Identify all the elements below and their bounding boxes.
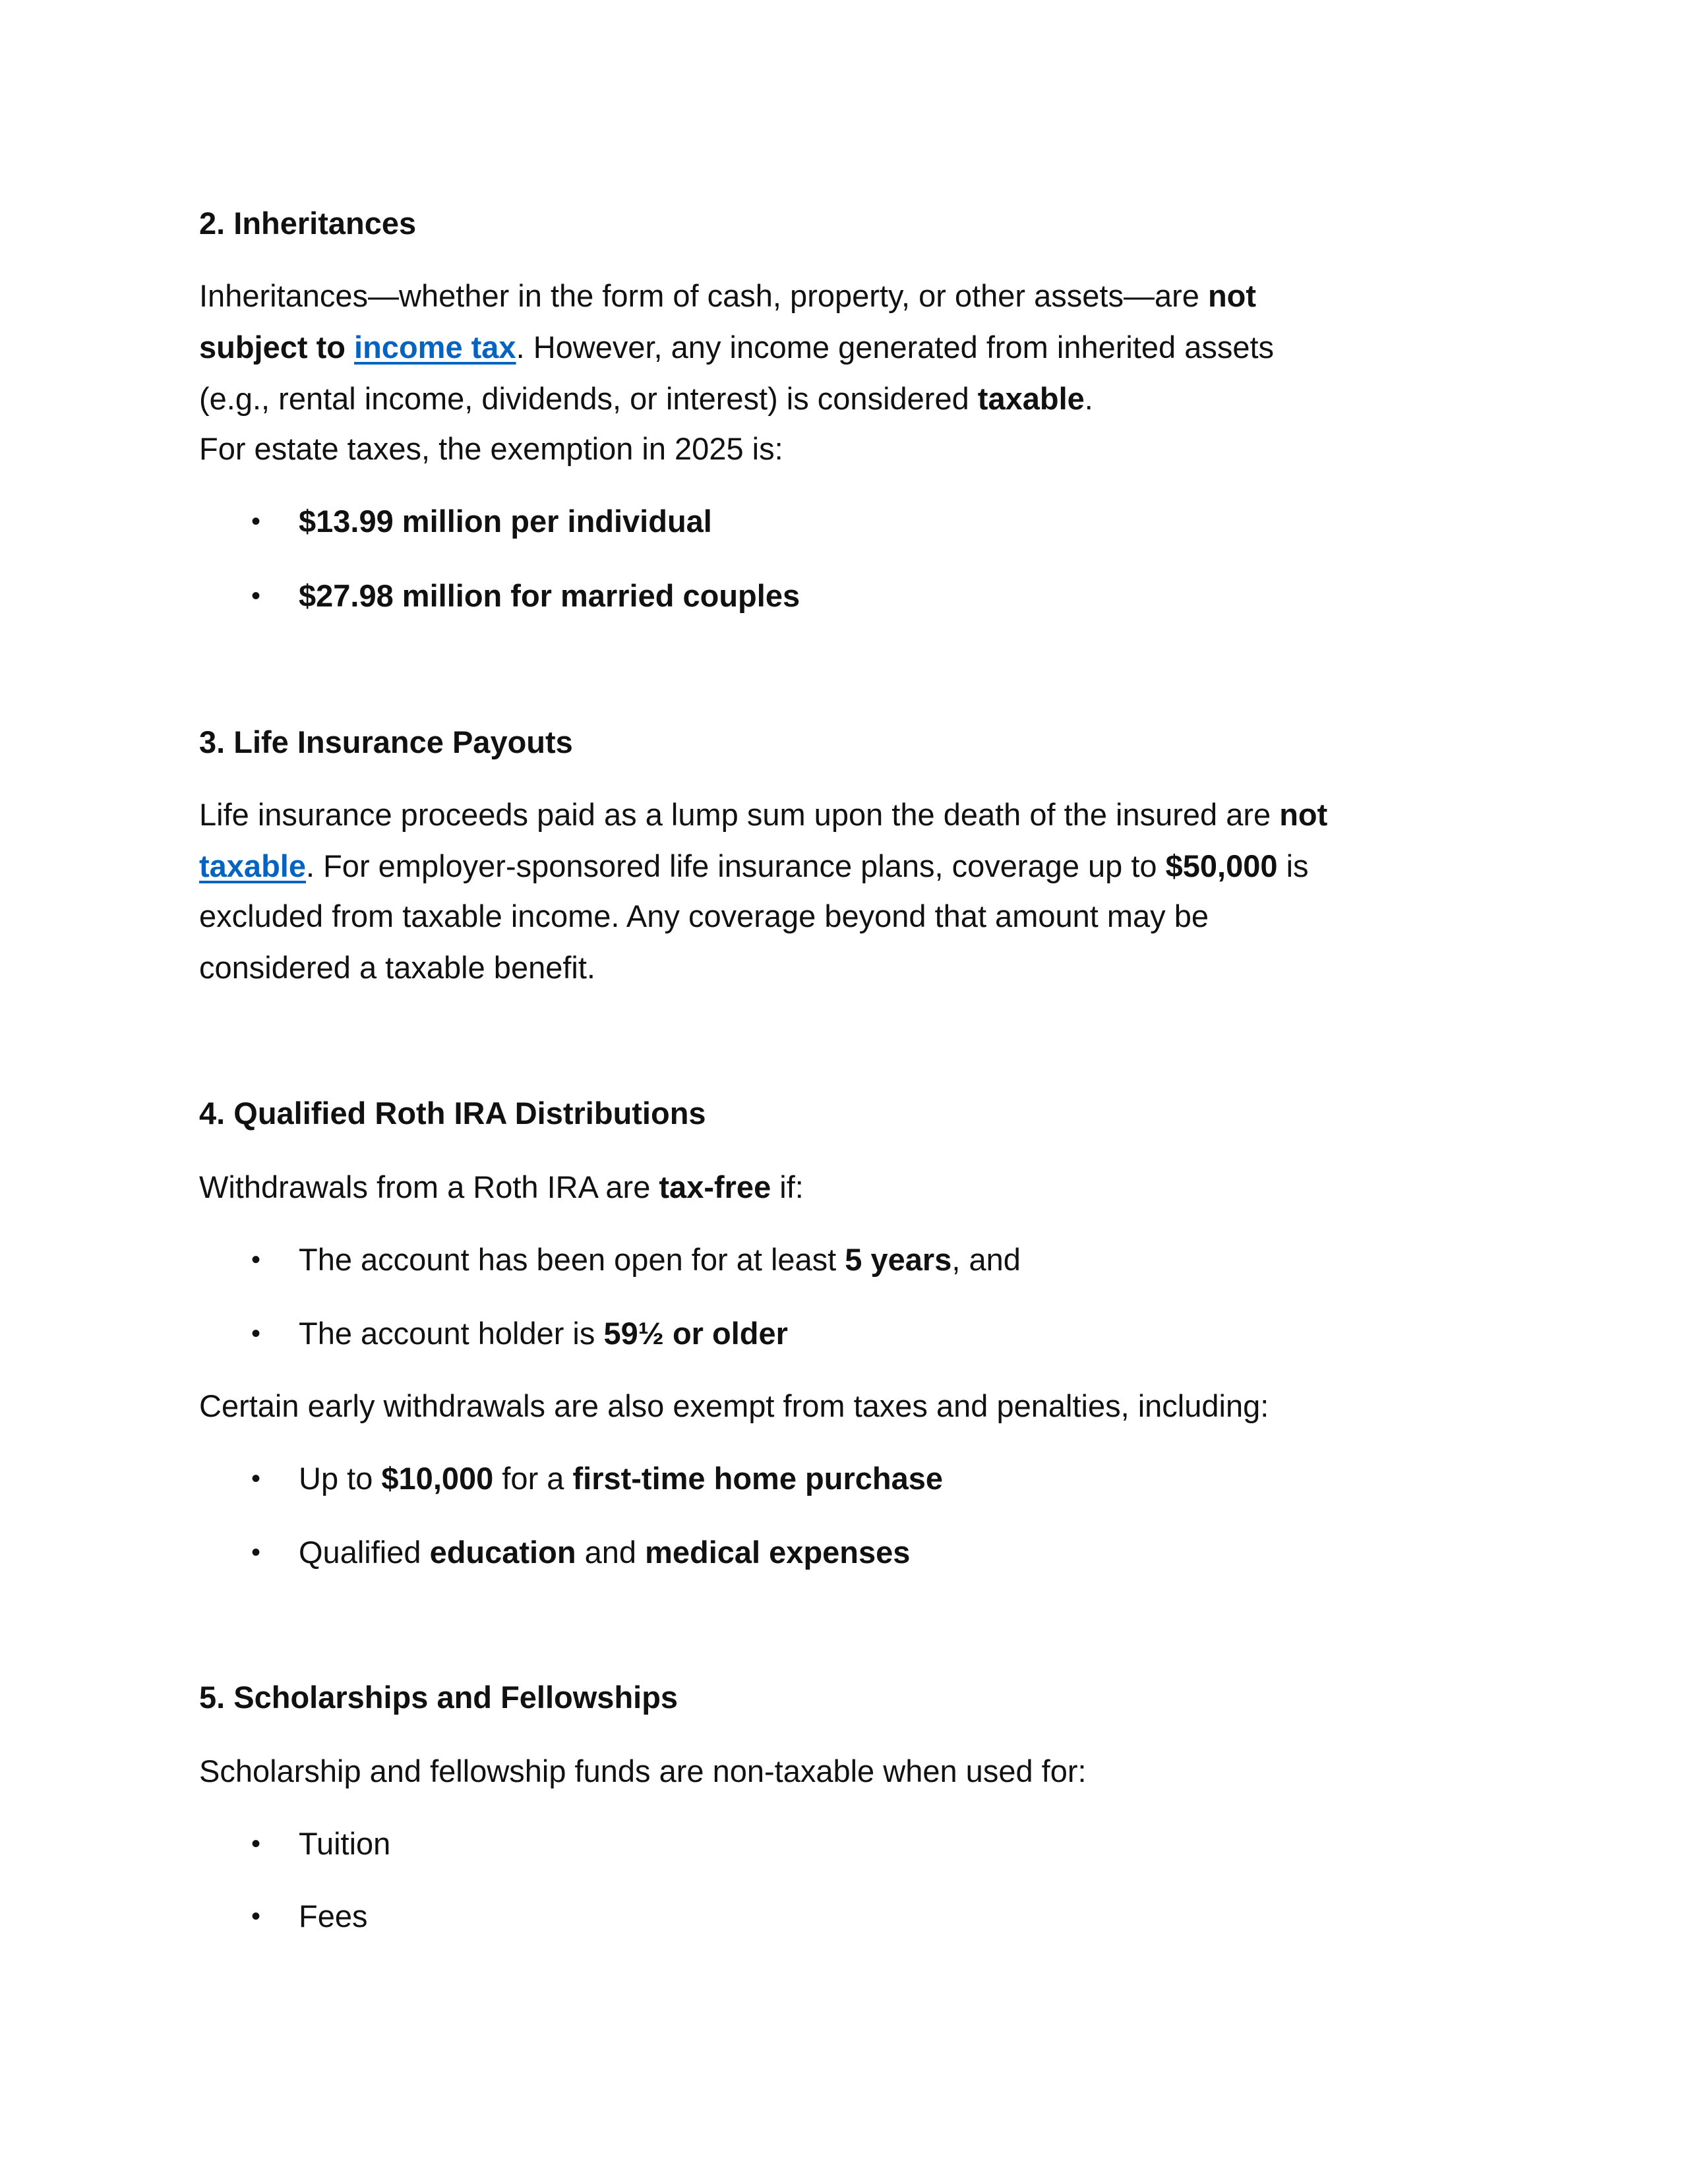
text: Life insurance proceeds paid as a lump sum upon the death of the insured are <box>199 797 1280 832</box>
list-item <box>251 502 712 541</box>
text: is <box>1277 848 1309 883</box>
text: Up to <box>299 1461 382 1496</box>
paragraph-line <box>199 897 1209 936</box>
list-item <box>251 1240 1021 1280</box>
link[interactable]: income tax <box>354 330 516 365</box>
paragraph-line <box>199 846 1309 886</box>
text: if: <box>771 1169 804 1204</box>
bold-text: not <box>1207 278 1257 313</box>
bold-text: 5 years <box>845 1242 952 1277</box>
paragraph-line <box>199 1386 1269 1426</box>
paragraph-line <box>199 276 1256 316</box>
text: . For employer-sponsored life insurance plans, coverage up to <box>305 848 1166 883</box>
list-item <box>251 1897 368 1936</box>
bold-text: tax-free <box>659 1169 771 1204</box>
text: Fees <box>299 1899 368 1933</box>
text: for a <box>493 1461 573 1496</box>
bullet-icon: • <box>251 1829 261 1858</box>
bullet-icon: • <box>251 1538 261 1567</box>
bullet-icon: • <box>251 1319 261 1348</box>
section-heading <box>199 1678 678 1717</box>
bold-text: taxable <box>977 381 1085 416</box>
heading-text: 2. Inheritances <box>199 206 417 241</box>
heading-text: 5. Scholarships and Fellowships <box>199 1680 678 1715</box>
bullet-icon: • <box>251 1902 261 1931</box>
bold-text: education <box>429 1535 576 1570</box>
section-heading <box>199 204 416 243</box>
section-heading <box>199 1094 706 1133</box>
paragraph-line <box>199 1752 1087 1791</box>
list-item <box>251 576 800 616</box>
text: Qualified <box>299 1535 430 1570</box>
bold-text: medical expenses <box>645 1535 911 1570</box>
link[interactable]: taxable <box>199 848 306 883</box>
bold-text: 59½ or older <box>603 1316 788 1351</box>
text: Tuition <box>299 1826 391 1861</box>
text: , and <box>951 1242 1021 1277</box>
list-item <box>251 1314 788 1353</box>
bold-text: not <box>1279 797 1328 832</box>
text: . However, any income generated from inherited assets <box>516 330 1275 365</box>
text: (e.g., rental income, dividends, or interest) is considered <box>199 381 978 416</box>
text: For estate taxes, the exemption in 2025 is: <box>199 431 783 466</box>
text: Withdrawals from a Roth IRA are <box>199 1169 659 1204</box>
text: Certain early withdrawals are also exempt from taxes and penalties, including: <box>199 1388 1269 1423</box>
text: considered a taxable benefit. <box>199 950 595 985</box>
paragraph-line <box>199 1167 804 1207</box>
bold-text: subject to <box>199 330 355 365</box>
bullet-icon: • <box>251 1464 261 1493</box>
text: Inheritances—whether in the form of cash, property, or other assets—are <box>199 278 1208 313</box>
bullet-icon: • <box>251 1245 261 1274</box>
text: The account holder is <box>299 1316 604 1351</box>
heading-text: 3. Life Insurance Payouts <box>199 724 573 759</box>
bold-text: $10,000 <box>381 1461 494 1496</box>
paragraph-line <box>199 795 1327 835</box>
bold-text: first-time home purchase <box>572 1461 944 1496</box>
text: . <box>1084 381 1093 416</box>
section-heading <box>199 723 573 762</box>
text: and <box>576 1535 646 1570</box>
paragraph-line <box>199 328 1274 367</box>
heading-text: 4. Qualified Roth IRA Distributions <box>199 1096 706 1131</box>
bold-text: $50,000 <box>1165 848 1278 883</box>
paragraph-line <box>199 429 783 469</box>
list-item <box>251 1533 911 1572</box>
paragraph-line <box>199 379 1093 419</box>
bold-text: $13.99 million per individual <box>299 504 712 539</box>
paragraph-line <box>199 948 595 988</box>
text: The account has been open for at least <box>299 1242 845 1277</box>
bold-text: $27.98 million for married couples <box>299 578 800 613</box>
list-item <box>251 1824 391 1864</box>
bullet-icon: • <box>251 581 261 610</box>
text: excluded from taxable income. Any coverage beyond that amount may be <box>199 899 1209 933</box>
text: Scholarship and fellowship funds are non-taxable when used for: <box>199 1754 1087 1788</box>
list-item <box>251 1459 944 1498</box>
bullet-icon: • <box>251 507 261 536</box>
